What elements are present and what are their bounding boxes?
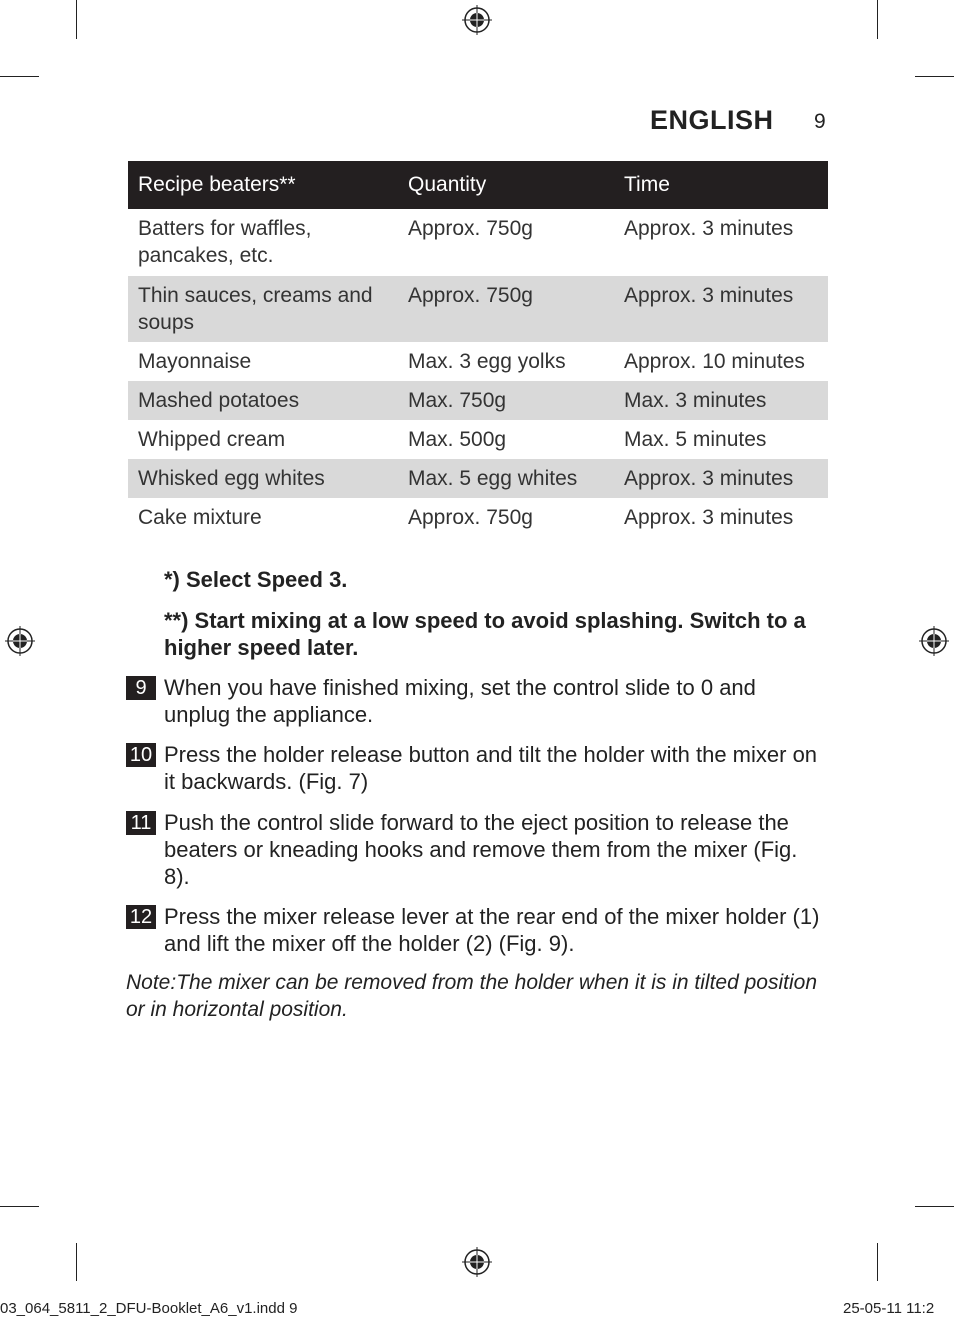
step-text: When you have finished mixing, set the control slide to 0 and unplug the appliance. [164,675,756,727]
table-row [128,342,828,381]
step-number-badge: 10 [126,743,156,767]
crop-mark [877,0,878,39]
speed-note: *) Select Speed 3. [164,567,348,592]
table-cell: Max. 500g [408,428,507,451]
registration-mark-icon [462,1247,492,1277]
step-number-badge: 12 [126,905,156,929]
crop-mark [915,76,954,77]
table-cell: Approx. 10 minutes [624,350,805,373]
table-cell: Thin sauces, creams and soups [128,276,398,342]
step-text: Push the control slide forward to the eject position to release the beaters or kneading hooks and remove them from the mixer (Fig. 8). [164,810,798,889]
table-cell: Cake mixture [138,506,262,529]
registration-mark-icon [462,5,492,35]
splash-note: **) Start mixing at a low speed to avoid splashing. Switch to a higher speed later. [164,608,806,660]
page-number: 9 [814,110,826,133]
registration-mark-icon [919,626,949,656]
table-row [128,459,828,498]
column-header: Quantity [398,161,614,209]
table-cell: Mashed potatoes [128,381,398,420]
registration-mark-icon [5,626,35,656]
table-cell: Approx. 750g [408,217,533,240]
table-cell: Approx. 3 minutes [614,459,828,498]
table-cell: Batters for waffles, pancakes, etc. [138,217,312,267]
table-cell: Max. 5 minutes [624,428,767,451]
recipe-table [128,161,828,537]
step-text: Press the mixer release lever at the rear end of the mixer holder (1) and lift the mixer off the holder (2) (Fig. 9). [164,904,820,956]
footer-filename: 03_064_5811_2_DFU-Booklet_A6_v1.indd 9 [0,1300,298,1317]
table-header-row [128,161,828,209]
table-cell: Approx. 750g [398,276,614,342]
step-number-badge: 11 [126,811,156,835]
crop-mark [76,1243,77,1281]
table-cell: Approx. 3 minutes [614,276,828,342]
table-cell: Approx. 3 minutes [624,217,794,240]
table-row [128,498,828,537]
crop-mark [0,1206,39,1207]
crop-mark [915,1206,954,1207]
step-text: Press the holder release button and tilt the holder with the mixer on it backwards. (Fig. 7) [164,742,818,794]
step-number-badge: 9 [126,676,156,700]
footer-date: 25-05-11 11:2 [843,1300,935,1317]
section-language-heading: ENGLISH [650,105,774,135]
table-row [128,276,828,342]
table-cell: Max. 5 egg whites [398,459,614,498]
table-cell: Max. 750g [398,381,614,420]
table-row [128,381,828,420]
table-cell: Approx. 750g [408,506,533,529]
crop-mark [0,76,39,77]
column-header: Recipe beaters** [128,161,398,209]
table-cell: Max. 3 egg yolks [408,350,566,373]
table-cell: Whisked egg whites [128,459,398,498]
table-row [128,420,828,459]
table-cell: Whipped cream [138,428,286,451]
table-cell: Mayonnaise [138,350,252,373]
table-cell: Approx. 3 minutes [624,506,794,529]
crop-mark [877,1243,878,1281]
table-row [128,209,828,276]
mixer-removal-note: Note:The mixer can be removed from the holder when it is in tilted position or in horizontal position. [126,971,818,1021]
crop-mark [76,0,77,39]
column-header: Time [614,161,828,209]
table-cell: Max. 3 minutes [614,381,828,420]
